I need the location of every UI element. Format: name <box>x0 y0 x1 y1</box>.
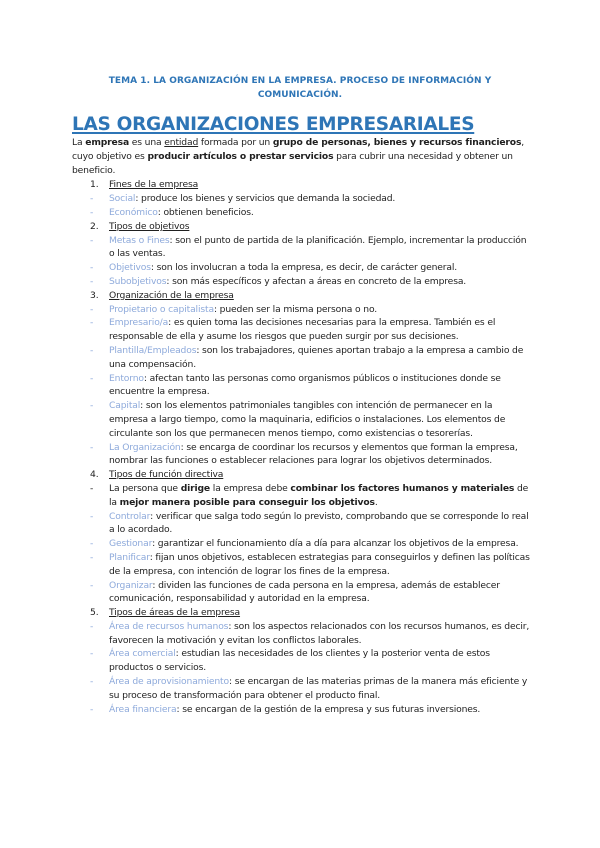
item-term: Capital <box>109 400 141 412</box>
item-text: : obtienen beneficios. <box>157 206 254 218</box>
keyword-entidad: entidad <box>164 137 199 148</box>
list-item <box>72 620 534 648</box>
lead-text: . <box>374 496 378 508</box>
item-term: Área de aprovisionamiento <box>109 676 229 688</box>
section-heading-text: Organización de la empresa <box>109 289 234 301</box>
dash-bullet-icon: - <box>90 620 94 632</box>
list-item <box>72 675 534 703</box>
item-text: : produce los bienes y servicios que demanda la sociedad. <box>135 193 396 205</box>
list-item <box>72 344 534 372</box>
dash-bullet-icon: - <box>90 262 94 274</box>
list-item <box>72 303 534 317</box>
dash-bullet-icon: - <box>90 538 94 550</box>
list-item <box>72 261 534 275</box>
item-term: Área financiera <box>109 703 177 715</box>
item-text: : afectan tanto las personas como organismos públicos o instituciones donde se encuentre la empresa. <box>109 372 501 398</box>
item-term: Controlar <box>109 510 151 522</box>
item-term: Propietario o capitalista <box>109 303 214 315</box>
list-item <box>72 579 534 607</box>
item-term: Área de recursos humanos <box>109 620 229 632</box>
item-term: Planificar <box>109 551 150 563</box>
section-number: 1. <box>90 179 99 191</box>
item-term: Objetivos <box>109 262 151 274</box>
dash-bullet-icon: - <box>90 510 94 522</box>
section-heading <box>72 468 534 482</box>
section-title: LAS ORGANIZACIONES EMPRESARIALES <box>72 114 475 135</box>
item-term: La Organización <box>109 441 181 453</box>
list-item <box>72 192 534 206</box>
item-term: Empresario/a <box>109 317 169 329</box>
list-item <box>72 537 534 551</box>
dash-bullet-icon: - <box>90 441 94 453</box>
item-text: : garantizar el funcionamiento día a día para alcanzar los objetivos de la empresa. <box>152 538 519 550</box>
section-heading <box>72 220 534 234</box>
section-heading-text: Tipos de objetivos <box>109 220 190 232</box>
section-heading <box>72 606 534 620</box>
keyword-combinar: combinar los factores humanos y materiales <box>290 482 515 494</box>
dash-bullet-icon: - <box>90 303 94 315</box>
dash-bullet-icon: - <box>90 317 94 329</box>
item-text: : son los involucran a toda la empresa, es decir, de carácter general. <box>150 262 458 274</box>
item-term: Plantilla/Empleados <box>109 344 197 356</box>
dash-bullet-icon: - <box>90 703 94 715</box>
item-text: : es quien toma las decisiones necesarias para la empresa. También es el responsable de ella y asume los riesgos que pueden surgir por sus decisiones. <box>109 317 496 343</box>
intro-text: es una <box>129 137 165 148</box>
list-item <box>72 551 534 579</box>
intro-text: formada por un <box>198 137 273 148</box>
lead-text: de la <box>109 482 529 508</box>
list-item <box>72 372 534 400</box>
intro-text: para cubrir una necesidad y obtener un beneficio. <box>72 150 513 176</box>
list-item <box>72 703 534 717</box>
document-body <box>72 136 534 716</box>
section-number: 4. <box>90 469 99 481</box>
item-term: Económico <box>109 206 158 218</box>
item-text: : verificar que salga todo según lo previsto, comprobando que se corresponde lo real a lo acordado. <box>109 510 529 536</box>
dash-bullet-icon: - <box>90 482 94 494</box>
section-heading <box>72 178 534 192</box>
list-item <box>72 510 534 538</box>
item-text: : son más específicos y afectan a áreas en concreto de la empresa. <box>166 275 467 287</box>
list-item <box>72 275 534 289</box>
dash-bullet-icon: - <box>90 206 94 218</box>
item-text: : son el punto de partida de la planificación. Ejemplo, incrementar la producción o las ventas. <box>109 234 527 260</box>
item-text: : se encarga de coordinar los recursos y elementos que forman la empresa, nombrar las funciones o establecer relaciones para lograr los objetivos determinados. <box>109 441 518 467</box>
item-term: Metas o Fines <box>109 234 170 246</box>
list-item <box>72 206 534 220</box>
item-text: : son los aspectos relacionados con los recursos humanos, es decir, favorecen la motivación y evitan los conflictos laborales. <box>109 620 530 646</box>
section-heading-text: Tipos de función directiva <box>109 469 224 481</box>
item-term: Social <box>109 193 136 205</box>
lead-text: la empresa debe <box>210 482 291 494</box>
dash-bullet-icon: - <box>90 551 94 563</box>
section-number: 5. <box>90 607 99 619</box>
dash-bullet-icon: - <box>90 648 94 660</box>
section-heading-text: Fines de la empresa <box>109 179 199 191</box>
list-item <box>72 234 534 262</box>
list-item <box>72 441 534 469</box>
item-term: Entorno <box>109 372 144 384</box>
item-text: : se encargan de las materias primas de la manera más eficiente y su proceso de transformación para obtener el producto final. <box>109 676 528 701</box>
section-heading <box>72 289 534 303</box>
dash-bullet-icon: - <box>90 275 94 287</box>
item-text: : fijan unos objetivos, establecen estrategias para conseguirlos y definen las políticas de la empresa, con intención de lograr los fines de la empresa. <box>109 551 530 577</box>
item-term: Subobjetivos <box>109 275 167 287</box>
intro-paragraph <box>72 136 534 177</box>
keyword-mejor: mejor manera posible para conseguir los objetivos <box>119 496 375 508</box>
item-term: Área comercial <box>109 648 176 660</box>
item-term: Organizar <box>109 579 153 591</box>
item-text: : dividen las funciones de cada persona en la empresa, además de establecer comunicación, responsabilidad y autoridad en la empresa. <box>109 579 500 605</box>
item-text: : pueden ser la misma persona o no. <box>213 303 378 315</box>
dash-bullet-icon: - <box>90 193 94 205</box>
list-item <box>72 316 534 344</box>
section-heading-text: Tipos de áreas de la empresa <box>109 607 241 619</box>
section-number: 3. <box>90 289 99 301</box>
lead-paragraph <box>72 482 534 510</box>
dash-bullet-icon: - <box>90 372 94 384</box>
keyword-grupo: grupo de personas, bienes y recursos financieros <box>272 137 522 148</box>
keyword-producir: producir artículos o prestar servicios <box>147 150 334 162</box>
keyword-empresa: empresa <box>85 137 129 148</box>
keyword-dirige: dirige <box>180 482 211 494</box>
dash-bullet-icon: - <box>90 400 94 412</box>
item-text: : se encargan de la gestión de la empresa y sus futuras inversiones. <box>176 703 481 715</box>
dash-bullet-icon: - <box>90 676 94 688</box>
item-text: : son los trabajadores, quienes aportan trabajo a la empresa a cambio de una compensación. <box>109 344 524 370</box>
lead-text: La persona que <box>109 482 181 494</box>
dash-bullet-icon: - <box>90 579 94 591</box>
item-text: : son los elementos patrimoniales tangibles con intención de permanecer en la empresa a largo tiempo, como la maquinaria, edificios o instalaciones. Los elementos de circulante son los que permanecen menos tiempo, como existencias o tesorerías. <box>109 400 506 439</box>
document-header: TEMA 1. LA ORGANIZACIÓN EN LA EMPRESA. PROCESO DE INFORMACIÓN Y COMUNICACIÓN. <box>108 76 492 100</box>
item-text: : estudian las necesidades de los clientes y la posterior venta de estos productos o servicios. <box>109 648 490 674</box>
dash-bullet-icon: - <box>90 344 94 356</box>
list-item <box>72 647 534 675</box>
list-item <box>72 399 534 440</box>
intro-text: La <box>72 137 86 148</box>
intro-text: , cuyo objetivo es <box>72 137 525 162</box>
item-term: Gestionar <box>109 538 153 550</box>
section-number: 2. <box>90 220 99 232</box>
dash-bullet-icon: - <box>90 234 94 246</box>
